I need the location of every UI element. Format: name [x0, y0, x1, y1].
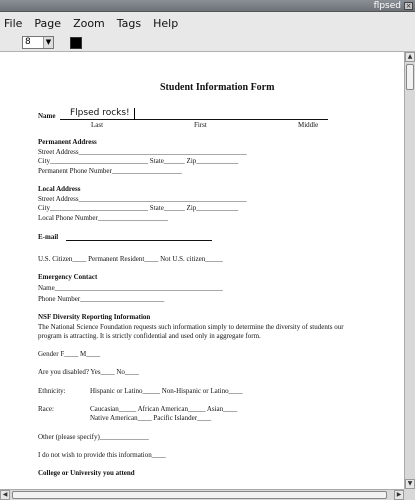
- scroll-corner: [404, 489, 415, 500]
- scroll-up-icon[interactable]: ▲: [405, 52, 415, 62]
- chevron-down-icon[interactable]: ▼: [43, 37, 53, 48]
- name-middle-label: Middle: [298, 121, 319, 129]
- menu-zoom[interactable]: [73, 17, 105, 30]
- menu-file[interactable]: [4, 17, 22, 30]
- menu-file-label: File: [4, 16, 23, 30]
- college-heading: College or University you attend: [38, 469, 135, 477]
- color-swatch-button[interactable]: [70, 37, 82, 49]
- permanent-street-field: Street Address________________________________________________: [38, 148, 247, 156]
- overlay-text-field[interactable]: Flpsed rocks!: [70, 108, 130, 118]
- nsf-text-line1: The National Science Foundation requests such information simply to determine the diversity of students our: [38, 323, 344, 331]
- text-caret: [134, 108, 135, 120]
- disabled-field: Are you disabled? Yes____ No____: [38, 368, 139, 376]
- citizenship-field: U.S. Citizen____ Permanent Resident____ Not U.S. citizen_____: [38, 255, 223, 263]
- race-label: Race:: [38, 405, 54, 413]
- menu-bar: [0, 12, 415, 34]
- menu-page-label: Page: [34, 16, 62, 30]
- permanent-phone-field: Permanent Phone Number____________________: [38, 167, 182, 175]
- emergency-name-field: Name________________________________________________: [38, 284, 223, 292]
- window-title: flpsed: [373, 1, 401, 11]
- document-page[interactable]: [0, 52, 404, 489]
- ethnicity-label: Ethnicity:: [38, 387, 66, 395]
- race-options-line2: Native American____ Pacific Islander____: [90, 414, 212, 422]
- email-label: E-mail: [38, 233, 59, 241]
- ethnicity-options: Hispanic or Latino_____ Non-Hispanic or Latino____: [90, 387, 243, 395]
- vertical-scrollbar[interactable]: [404, 52, 415, 489]
- other-field: Other (please specify)______________: [38, 433, 149, 441]
- menu-tags-label: Tags: [116, 16, 142, 30]
- name-last-label: Last: [91, 121, 104, 129]
- nsf-text-line2: program is attracting. It is strictly confidential and used only in aggregate form.: [38, 332, 261, 340]
- window-titlebar: [0, 0, 415, 12]
- local-street-field: Street Address________________________________________________: [38, 195, 247, 203]
- form-title: Student Information Form: [160, 82, 275, 93]
- local-phone-field: Local Phone Number____________________: [38, 214, 168, 222]
- scroll-left-icon[interactable]: ◀: [0, 490, 10, 500]
- scroll-down-icon[interactable]: ▼: [405, 479, 415, 489]
- nsf-heading: NSF Diversity Reporting Information: [38, 313, 151, 321]
- toolbar: [0, 34, 415, 52]
- vertical-scroll-thumb[interactable]: [406, 64, 414, 90]
- permanent-city-field: City____________________________ State______ Zip____________: [38, 157, 239, 165]
- name-line: [60, 119, 328, 120]
- scroll-right-icon[interactable]: ▶: [394, 490, 404, 500]
- emergency-heading: Emergency Contact: [38, 273, 98, 281]
- no-wish-field: I do not wish to provide this information____: [38, 451, 166, 459]
- name-label: Name: [38, 112, 56, 120]
- menu-zoom-label: Zoom: [73, 16, 105, 30]
- menu-help[interactable]: [153, 17, 178, 30]
- horizontal-scroll-thumb[interactable]: [12, 491, 387, 499]
- close-icon[interactable]: ×: [405, 2, 412, 10]
- email-line: [66, 240, 212, 241]
- local-city-field: City____________________________ State______ Zip____________: [38, 204, 239, 212]
- horizontal-scrollbar[interactable]: [0, 489, 404, 500]
- name-first-label: First: [194, 121, 207, 129]
- local-address-heading: Local Address: [38, 185, 81, 193]
- gender-field: Gender F____ M____: [38, 350, 101, 358]
- permanent-address-heading: Permanent Address: [38, 138, 97, 146]
- menu-help-label: Help: [153, 16, 179, 30]
- emergency-phone-field: Phone Number________________________: [38, 295, 165, 303]
- font-size-select[interactable]: [22, 36, 54, 49]
- menu-page[interactable]: [34, 17, 61, 30]
- font-size-value: 8: [25, 37, 31, 47]
- menu-tags[interactable]: [117, 17, 141, 30]
- race-options-line1: Caucasian_____ African American_____ Asian____: [90, 405, 238, 413]
